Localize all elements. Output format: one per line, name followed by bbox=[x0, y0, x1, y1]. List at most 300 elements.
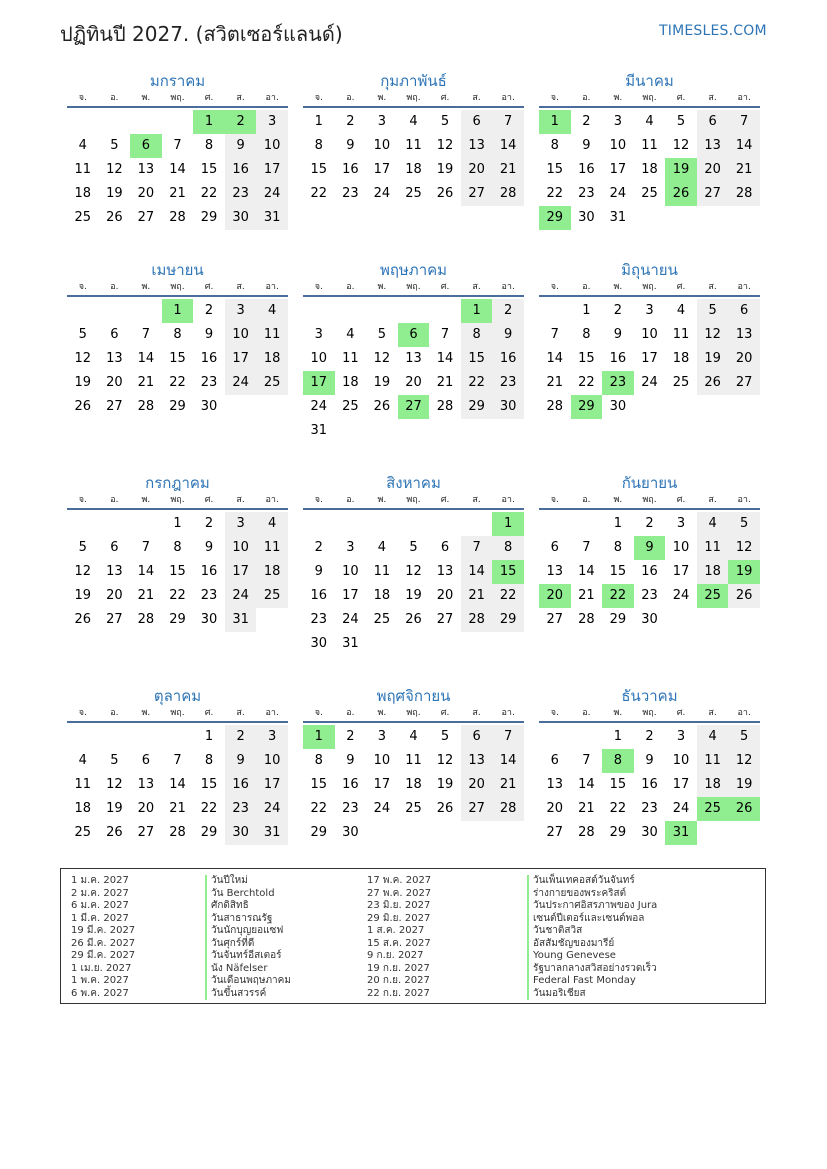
day-cell: 25 bbox=[373, 612, 391, 627]
day-cell: 23 bbox=[641, 588, 658, 603]
day-cell: 4 bbox=[409, 729, 418, 744]
weekday-label: อ. bbox=[110, 93, 119, 103]
weekday-label: พฤ. bbox=[406, 282, 421, 292]
empty-cell bbox=[398, 299, 430, 323]
day-cell: 29 bbox=[169, 612, 186, 627]
day-cell: 25 bbox=[405, 801, 422, 816]
holiday-name: วันปีใหม่ bbox=[205, 875, 291, 888]
month-block bbox=[539, 70, 760, 230]
holiday-dates-column-2 bbox=[367, 875, 431, 1000]
empty-cell bbox=[130, 725, 162, 749]
weekday-header bbox=[303, 281, 524, 297]
day-cell: 8 bbox=[461, 323, 493, 347]
day-cell: 14 bbox=[137, 564, 155, 579]
day-cell: 14 bbox=[461, 560, 493, 584]
holiday-day-cell: 1 bbox=[162, 299, 194, 323]
day-cell: 26 bbox=[697, 371, 729, 395]
day-cell: 31 bbox=[310, 423, 328, 438]
weekday-label: ส. bbox=[472, 282, 481, 292]
day-cell: 29 bbox=[609, 825, 627, 840]
weekday-label: ศ. bbox=[676, 282, 686, 292]
day-cell: 31 bbox=[256, 206, 288, 230]
weekday-label: อ. bbox=[346, 93, 355, 103]
day-grid bbox=[539, 110, 760, 230]
empty-cell bbox=[539, 725, 571, 749]
month-name: เมษายน bbox=[151, 261, 204, 279]
holiday-name: ศักดิสิทธิ bbox=[205, 900, 291, 913]
day-cell: 14 bbox=[546, 351, 564, 366]
day-cell: 25 bbox=[405, 186, 422, 201]
holiday-day-cell: 19 bbox=[728, 560, 760, 584]
day-cell: 10 bbox=[373, 753, 391, 768]
day-cell: 15 bbox=[169, 351, 186, 366]
day-cell: 21 bbox=[578, 801, 595, 816]
weekday-label: อา. bbox=[737, 93, 751, 103]
day-cell: 15 bbox=[609, 777, 627, 792]
holiday-day-cell: 19 bbox=[665, 158, 697, 182]
holiday-dates-column-1 bbox=[71, 875, 135, 1000]
day-cell: 10 bbox=[342, 564, 359, 579]
day-cell: 23 bbox=[641, 801, 658, 816]
day-cell: 28 bbox=[578, 825, 595, 840]
day-cell: 13 bbox=[697, 134, 729, 158]
day-cell: 10 bbox=[225, 323, 257, 347]
day-cell: 29 bbox=[169, 399, 186, 414]
day-cell: 12 bbox=[74, 564, 92, 579]
day-cell: 13 bbox=[106, 351, 123, 366]
day-cell: 20 bbox=[137, 186, 155, 201]
empty-cell bbox=[67, 725, 99, 749]
day-cell: 14 bbox=[436, 351, 454, 366]
weekday-label: ศ. bbox=[440, 282, 450, 292]
day-cell: 13 bbox=[405, 351, 422, 366]
day-grid bbox=[539, 299, 760, 419]
day-cell: 23 bbox=[492, 371, 524, 395]
weekday-label: พ. bbox=[377, 708, 387, 718]
day-cell: 13 bbox=[137, 777, 155, 792]
day-cell: 14 bbox=[578, 777, 595, 792]
day-cell: 2 bbox=[645, 516, 654, 531]
day-cell: 10 bbox=[256, 749, 288, 773]
day-cell: 21 bbox=[578, 588, 595, 603]
holiday-name: Federal Fast Monday bbox=[527, 975, 657, 988]
day-cell: 4 bbox=[78, 138, 87, 153]
day-grid bbox=[67, 299, 288, 419]
day-cell: 12 bbox=[436, 753, 454, 768]
day-cell: 23 bbox=[225, 797, 257, 821]
day-cell: 9 bbox=[204, 540, 214, 555]
day-cell: 27 bbox=[546, 612, 564, 627]
day-cell: 16 bbox=[609, 351, 627, 366]
holiday-day-cell: 29 bbox=[571, 395, 603, 419]
day-cell: 3 bbox=[256, 725, 288, 749]
weekday-label: จ. bbox=[314, 495, 323, 505]
day-cell: 6 bbox=[728, 299, 760, 323]
holiday-name: วันเดือนพฤษภาคม bbox=[205, 975, 291, 988]
holiday-name: ร่างกายของพระคริสต์ bbox=[527, 888, 657, 901]
day-cell: 7 bbox=[141, 327, 151, 342]
day-cell: 6 bbox=[110, 540, 119, 555]
day-cell: 12 bbox=[672, 138, 690, 153]
day-cell: 25 bbox=[641, 186, 658, 201]
day-cell: 13 bbox=[546, 777, 564, 792]
day-cell: 22 bbox=[200, 186, 218, 201]
holiday-day-cell: 2 bbox=[225, 110, 257, 134]
holiday-names-column-2 bbox=[527, 875, 657, 1000]
day-cell: 14 bbox=[578, 564, 595, 579]
day-cell: 7 bbox=[582, 753, 591, 768]
weekday-label: ส. bbox=[708, 708, 717, 718]
day-cell: 6 bbox=[461, 110, 493, 134]
day-cell: 18 bbox=[256, 560, 288, 584]
holiday-day-cell: 26 bbox=[728, 797, 760, 821]
day-cell: 16 bbox=[225, 158, 257, 182]
day-cell: 27 bbox=[137, 210, 155, 225]
weekday-label: พ. bbox=[377, 495, 387, 505]
day-cell: 26 bbox=[74, 612, 92, 627]
day-cell: 8 bbox=[550, 138, 559, 153]
weekday-label: อ. bbox=[110, 495, 119, 505]
day-grid bbox=[67, 512, 288, 632]
day-cell: 20 bbox=[697, 158, 729, 182]
weekday-label: จ. bbox=[78, 495, 87, 505]
day-cell: 11 bbox=[256, 323, 288, 347]
empty-cell bbox=[99, 725, 131, 749]
day-cell: 3 bbox=[314, 327, 323, 342]
day-cell: 2 bbox=[582, 114, 591, 129]
weekday-label: พ. bbox=[613, 93, 623, 103]
day-cell: 26 bbox=[728, 584, 760, 608]
day-cell: 11 bbox=[405, 753, 422, 768]
day-cell: 1 bbox=[173, 516, 182, 531]
month-name: ธันวาคม bbox=[621, 687, 678, 705]
day-cell: 20 bbox=[546, 801, 564, 816]
weekday-label: ศ. bbox=[676, 495, 686, 505]
day-cell: 29 bbox=[200, 210, 218, 225]
day-cell: 6 bbox=[110, 327, 119, 342]
day-cell: 20 bbox=[436, 588, 454, 603]
holiday-name: วันจันทร์อีสเตอร์ bbox=[205, 950, 291, 963]
weekday-label: ส. bbox=[472, 495, 481, 505]
weekday-label: จ. bbox=[550, 708, 559, 718]
empty-cell bbox=[539, 299, 571, 323]
day-cell: 12 bbox=[106, 777, 123, 792]
day-cell: 22 bbox=[169, 588, 186, 603]
weekday-label: พฤ. bbox=[406, 708, 421, 718]
weekday-label: ศ. bbox=[440, 495, 450, 505]
day-cell: 12 bbox=[106, 162, 123, 177]
day-cell: 5 bbox=[676, 114, 686, 129]
day-cell: 11 bbox=[641, 138, 658, 153]
day-cell: 6 bbox=[550, 753, 559, 768]
weekday-label: อ. bbox=[346, 282, 355, 292]
day-cell: 28 bbox=[137, 612, 155, 627]
day-cell: 24 bbox=[672, 801, 690, 816]
holiday-date: 19 มี.ค. 2027 bbox=[71, 925, 136, 936]
day-cell: 14 bbox=[137, 351, 155, 366]
month-name: มิถุนายน bbox=[621, 261, 678, 279]
day-cell: 23 bbox=[200, 375, 218, 390]
day-cell: 30 bbox=[225, 206, 257, 230]
day-cell: 24 bbox=[225, 371, 257, 395]
weekday-label: อ. bbox=[346, 708, 355, 718]
weekday-header bbox=[67, 494, 288, 510]
day-cell: 20 bbox=[106, 375, 123, 390]
day-cell: 31 bbox=[609, 210, 627, 225]
day-cell: 12 bbox=[74, 351, 92, 366]
day-cell: 9 bbox=[492, 323, 524, 347]
day-cell: 27 bbox=[461, 182, 493, 206]
weekday-label: อา. bbox=[501, 708, 515, 718]
day-cell: 3 bbox=[377, 114, 387, 129]
day-cell: 4 bbox=[78, 753, 87, 768]
day-cell: 30 bbox=[641, 825, 658, 840]
weekday-label: ศ. bbox=[204, 93, 214, 103]
day-cell: 5 bbox=[377, 327, 387, 342]
day-cell: 19 bbox=[74, 588, 92, 603]
weekday-label: พ. bbox=[141, 282, 151, 292]
day-cell: 26 bbox=[405, 612, 422, 627]
day-cell: 3 bbox=[645, 303, 654, 318]
day-cell: 27 bbox=[461, 797, 493, 821]
day-cell: 28 bbox=[492, 797, 524, 821]
weekday-header bbox=[67, 281, 288, 297]
weekday-label: จ. bbox=[550, 282, 559, 292]
day-cell: 24 bbox=[609, 186, 627, 201]
day-cell: 19 bbox=[436, 162, 454, 177]
holiday-day-cell: 1 bbox=[539, 110, 571, 134]
day-cell: 7 bbox=[461, 536, 493, 560]
day-cell: 13 bbox=[436, 564, 454, 579]
day-cell: 15 bbox=[461, 347, 493, 371]
day-cell: 8 bbox=[314, 753, 323, 768]
holiday-name: อัสสัมชัญของมารีย์ bbox=[527, 938, 657, 951]
day-cell: 14 bbox=[169, 162, 186, 177]
day-cell: 28 bbox=[461, 608, 493, 632]
day-cell: 24 bbox=[310, 399, 328, 414]
day-cell: 22 bbox=[310, 186, 328, 201]
day-grid bbox=[303, 725, 524, 845]
weekday-label: พ. bbox=[613, 282, 623, 292]
holiday-day-cell: 1 bbox=[193, 110, 225, 134]
day-cell: 15 bbox=[310, 162, 328, 177]
day-cell: 11 bbox=[342, 351, 359, 366]
day-cell: 11 bbox=[697, 536, 729, 560]
weekday-label: ส. bbox=[708, 93, 717, 103]
day-cell: 27 bbox=[106, 399, 123, 414]
holiday-name: นัง Näfelser bbox=[205, 963, 291, 976]
day-cell: 6 bbox=[461, 725, 493, 749]
day-cell: 21 bbox=[436, 375, 454, 390]
day-cell: 15 bbox=[200, 162, 218, 177]
month-block bbox=[539, 472, 760, 632]
day-cell: 7 bbox=[582, 540, 591, 555]
holiday-day-cell: 22 bbox=[602, 584, 634, 608]
day-cell: 4 bbox=[346, 327, 355, 342]
day-cell: 11 bbox=[256, 536, 288, 560]
day-cell: 1 bbox=[613, 516, 623, 531]
weekday-label: พฤ. bbox=[642, 282, 657, 292]
day-cell: 17 bbox=[342, 588, 359, 603]
day-cell: 8 bbox=[314, 138, 323, 153]
day-cell: 17 bbox=[641, 351, 658, 366]
weekday-header bbox=[303, 92, 524, 108]
weekday-label: อา. bbox=[265, 495, 279, 505]
holiday-legend bbox=[60, 868, 766, 1004]
weekday-label: อ. bbox=[346, 495, 355, 505]
day-cell: 10 bbox=[641, 327, 658, 342]
day-cell: 21 bbox=[492, 773, 524, 797]
day-cell: 19 bbox=[373, 375, 391, 390]
month-block bbox=[67, 472, 288, 632]
weekday-label: พฤ. bbox=[406, 495, 421, 505]
empty-cell bbox=[130, 512, 162, 536]
day-cell: 24 bbox=[373, 801, 391, 816]
month-block bbox=[539, 685, 760, 845]
day-cell: 4 bbox=[697, 512, 729, 536]
day-grid bbox=[303, 299, 524, 443]
day-cell: 17 bbox=[373, 777, 391, 792]
day-cell: 18 bbox=[405, 777, 422, 792]
holiday-date: 20 ก.ย. 2027 bbox=[367, 975, 430, 986]
day-cell: 28 bbox=[728, 182, 760, 206]
day-cell: 5 bbox=[728, 725, 760, 749]
day-cell: 10 bbox=[373, 138, 391, 153]
day-cell: 27 bbox=[137, 825, 155, 840]
month-name: มีนาคม bbox=[625, 72, 674, 90]
day-cell: 28 bbox=[137, 399, 155, 414]
day-cell: 16 bbox=[342, 777, 359, 792]
empty-cell bbox=[429, 512, 461, 536]
day-cell: 2 bbox=[314, 540, 323, 555]
day-cell: 13 bbox=[461, 134, 493, 158]
day-cell: 7 bbox=[728, 110, 760, 134]
day-cell: 9 bbox=[204, 327, 214, 342]
day-cell: 3 bbox=[676, 729, 686, 744]
holiday-date: 1 พ.ค. 2027 bbox=[71, 975, 129, 986]
weekday-label: พฤ. bbox=[170, 282, 185, 292]
holiday-date: 6 ม.ค. 2027 bbox=[71, 900, 129, 911]
day-cell: 20 bbox=[728, 347, 760, 371]
holiday-day-cell: 25 bbox=[697, 584, 729, 608]
day-cell: 2 bbox=[204, 303, 214, 318]
weekday-label: พฤ. bbox=[406, 93, 421, 103]
day-cell: 18 bbox=[405, 162, 422, 177]
day-cell: 6 bbox=[440, 540, 450, 555]
page-title: ปฏิทินปี 2027. (สวิตเซอร์แลนด์) bbox=[60, 22, 343, 46]
day-cell: 23 bbox=[200, 588, 218, 603]
empty-cell bbox=[99, 299, 131, 323]
empty-cell bbox=[571, 512, 603, 536]
day-cell: 25 bbox=[342, 399, 359, 414]
day-cell: 12 bbox=[728, 749, 760, 773]
day-cell: 28 bbox=[436, 399, 454, 414]
day-cell: 16 bbox=[200, 564, 218, 579]
day-grid bbox=[539, 512, 760, 632]
weekday-label: ส. bbox=[472, 93, 481, 103]
day-grid bbox=[67, 110, 288, 230]
day-cell: 10 bbox=[672, 753, 690, 768]
weekday-header bbox=[303, 494, 524, 510]
holiday-name: วันมอริเชียส bbox=[527, 988, 657, 1001]
month-block bbox=[303, 685, 524, 845]
day-cell: 16 bbox=[578, 162, 595, 177]
holiday-date: 1 เม.ย. 2027 bbox=[71, 962, 132, 974]
day-cell: 30 bbox=[200, 612, 218, 627]
day-cell: 25 bbox=[256, 371, 288, 395]
day-cell: 12 bbox=[697, 323, 729, 347]
holiday-date: 23 มิ.ย. 2027 bbox=[367, 900, 431, 911]
day-cell: 26 bbox=[373, 399, 391, 414]
holiday-date: 26 มี.ค. 2027 bbox=[71, 937, 136, 949]
day-cell: 1 bbox=[204, 729, 214, 744]
day-cell: 11 bbox=[74, 162, 92, 177]
day-cell: 19 bbox=[728, 773, 760, 797]
empty-cell bbox=[335, 512, 367, 536]
holiday-day-cell: 25 bbox=[697, 797, 729, 821]
day-cell: 22 bbox=[609, 801, 627, 816]
holiday-date: 27 พ.ค. 2027 bbox=[367, 887, 432, 899]
weekday-label: ส. bbox=[236, 495, 245, 505]
empty-cell bbox=[162, 110, 194, 134]
day-cell: 3 bbox=[225, 512, 257, 536]
day-cell: 16 bbox=[310, 588, 328, 603]
weekday-label: พฤ. bbox=[170, 93, 185, 103]
day-cell: 21 bbox=[137, 375, 155, 390]
day-cell: 15 bbox=[546, 162, 564, 177]
day-cell: 5 bbox=[78, 327, 87, 342]
holiday-date: 29 มี.ค. 2027 bbox=[71, 950, 136, 961]
day-cell: 2 bbox=[204, 516, 214, 531]
weekday-header bbox=[539, 281, 760, 297]
empty-cell bbox=[99, 110, 131, 134]
day-cell: 18 bbox=[342, 375, 359, 390]
day-cell: 30 bbox=[200, 399, 218, 414]
day-cell: 18 bbox=[74, 801, 92, 816]
day-cell: 17 bbox=[672, 564, 690, 579]
day-cell: 7 bbox=[492, 725, 524, 749]
day-cell: 11 bbox=[373, 564, 391, 579]
weekday-label: อ. bbox=[582, 708, 591, 718]
holiday-name: เซนต์ปีเตอร์และเซนต์พอล bbox=[527, 913, 657, 926]
day-cell: 9 bbox=[613, 327, 623, 342]
day-cell: 16 bbox=[641, 777, 658, 792]
day-grid bbox=[303, 512, 524, 656]
day-cell: 25 bbox=[672, 375, 690, 390]
day-cell: 4 bbox=[409, 114, 418, 129]
day-cell: 20 bbox=[137, 801, 155, 816]
weekday-label: จ. bbox=[78, 708, 87, 718]
weekday-label: พฤ. bbox=[642, 495, 657, 505]
holiday-name: วันนักบุญยอแซฟ bbox=[205, 925, 291, 938]
holiday-day-cell: 23 bbox=[602, 371, 634, 395]
day-cell: 31 bbox=[256, 821, 288, 845]
day-cell: 2 bbox=[346, 114, 355, 129]
holiday-date: 29 มิ.ย. 2027 bbox=[367, 912, 431, 924]
day-cell: 18 bbox=[697, 773, 729, 797]
day-cell: 30 bbox=[609, 399, 627, 414]
weekday-label: ศ. bbox=[204, 282, 214, 292]
day-cell: 12 bbox=[373, 351, 391, 366]
day-cell: 10 bbox=[310, 351, 328, 366]
holiday-day-cell: 6 bbox=[130, 134, 162, 158]
weekday-label: พ. bbox=[141, 495, 151, 505]
weekday-label: ศ. bbox=[204, 495, 214, 505]
day-cell: 21 bbox=[137, 588, 155, 603]
site-link[interactable]: TIMESLES.COM bbox=[659, 23, 767, 39]
weekday-label: อา. bbox=[501, 93, 515, 103]
day-cell: 9 bbox=[225, 134, 257, 158]
